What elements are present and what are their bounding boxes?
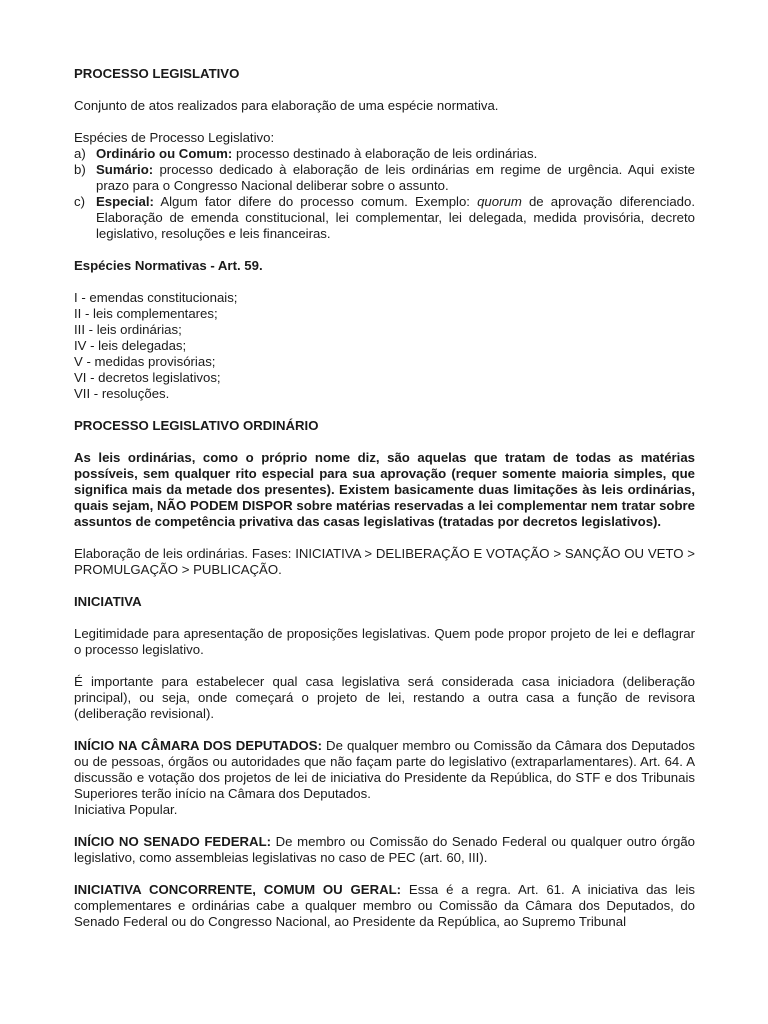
heading-processo-ordinario: PROCESSO LEGISLATIVO ORDINÁRIO xyxy=(74,418,319,433)
term-especial: Especial: xyxy=(96,194,154,209)
normative-list xyxy=(74,290,695,402)
list-item: III - leis ordinárias; xyxy=(74,322,182,337)
list-item: VI - decretos legislativos; xyxy=(74,370,221,385)
list-item-c: c) Especial: Algum fator difere do processo comum. Exemplo: quorum de aprovação diferenciado. Elaboração de emenda constitucional, lei complementar, lei delegada, medida provisória, decreto legislativo, resoluções e leis financeiras. xyxy=(74,194,695,241)
paragraph-leis-ordinarias: As leis ordinárias, como o próprio nome diz, são aquelas que tratam de todas as matérias possíveis, sem qualquer rito especial para sua aprovação (requer somente maioria simples, que significa mais da metade dos presentes). Existem basicamente duas limitações às leis ordinárias, quais sejam, NÃO PODEM DISPOR sobre matérias reservadas a lei complementar nem tratar sobre assuntos de competência privativa das casas legislativas (tratadas por decretos legislativos). xyxy=(74,450,695,529)
list-item: VII - resoluções. xyxy=(74,386,170,401)
heading-processo-legislativo: PROCESSO LEGISLATIVO xyxy=(74,66,240,81)
heading-especies-normativas: Espécies Normativas - Art. 59. xyxy=(74,258,263,273)
list-marker: b) xyxy=(74,162,86,177)
term-ordinario: Ordinário ou Comum: xyxy=(96,146,233,161)
list-item: II - leis complementares; xyxy=(74,306,218,321)
list-item: V - medidas provisórias; xyxy=(74,354,216,369)
paragraph-fases: Elaboração de leis ordinárias. Fases: INICIATIVA > DELIBERAÇÃO E VOTAÇÃO > SANÇÃO OU VETO > PROMULGAÇÃO > PUBLICAÇÃO. xyxy=(74,546,695,577)
list-item: IV - leis delegadas; xyxy=(74,338,187,353)
heading-iniciativa: INICIATIVA xyxy=(74,594,142,609)
term-concorrente: INICIATIVA CONCORRENTE, COMUM OU GERAL: xyxy=(74,882,402,897)
paragraph-camara: INÍCIO NA CÂMARA DOS DEPUTADOS: De qualquer membro ou Comissão da Câmara dos Deputados ou de pessoas, órgãos ou autoridades que não façam parte do legislativo (extraparlamentares). Art. 64. A discussão e votação dos projetos de lei de iniciativa do Presidente da República, do STF e dos Tribunais Superiores terão início na Câmara dos Deputados. xyxy=(74,738,695,801)
term-sumario: Sumário: xyxy=(96,162,154,177)
species-title: Espécies de Processo Legislativo: xyxy=(74,130,275,145)
term-senado: INÍCIO NO SENADO FEDERAL: xyxy=(74,834,272,849)
list-marker: a) xyxy=(74,146,86,161)
paragraph-concorrente: INICIATIVA CONCORRENTE, COMUM OU GERAL: Essa é a regra. Art. 61. A iniciativa das leis complementares e ordinárias cabe a qualquer membro ou Comissão da Câmara dos Deputados, do Senado Federal ou do Congresso Nacional, ao Presidente da República, ao Supremo Tribunal xyxy=(74,882,695,929)
paragraph-legitimidade: Legitimidade para apresentação de proposições legislativas. Quem pode propor projeto de lei e deflagrar o processo legislativo. xyxy=(74,626,695,657)
list-item: I - emendas constitucionais; xyxy=(74,290,238,305)
term-camara: INÍCIO NA CÂMARA DOS DEPUTADOS: xyxy=(74,738,322,753)
list-item-b: b) Sumário: processo dedicado à elaboração de leis ordinárias em regime de urgência. Aqui existe prazo para o Congresso Nacional deliberar sobre o assunto. xyxy=(74,162,695,193)
paragraph-iniciativa-popular: Iniciativa Popular. xyxy=(74,802,178,817)
list-item-a: a) Ordinário ou Comum: processo destinado à elaboração de leis ordinárias. xyxy=(74,146,538,161)
paragraph-importante: É importante para estabelecer qual casa legislativa será considerada casa iniciadora (deliberação principal), ou seja, onde começará o projeto de lei, restando a outra casa a função de revisora (deliberação revisional). xyxy=(74,674,695,721)
paragraph-senado: INÍCIO NO SENADO FEDERAL: De membro ou Comissão do Senado Federal ou qualquer outro órgão legislativo, como assembleias legislativas no caso de PEC (art. 60, III). xyxy=(74,834,695,865)
term-quorum: quorum xyxy=(477,194,522,209)
list-marker: c) xyxy=(74,194,85,209)
paragraph-definition: Conjunto de atos realizados para elaboração de uma espécie normativa. xyxy=(74,98,499,113)
